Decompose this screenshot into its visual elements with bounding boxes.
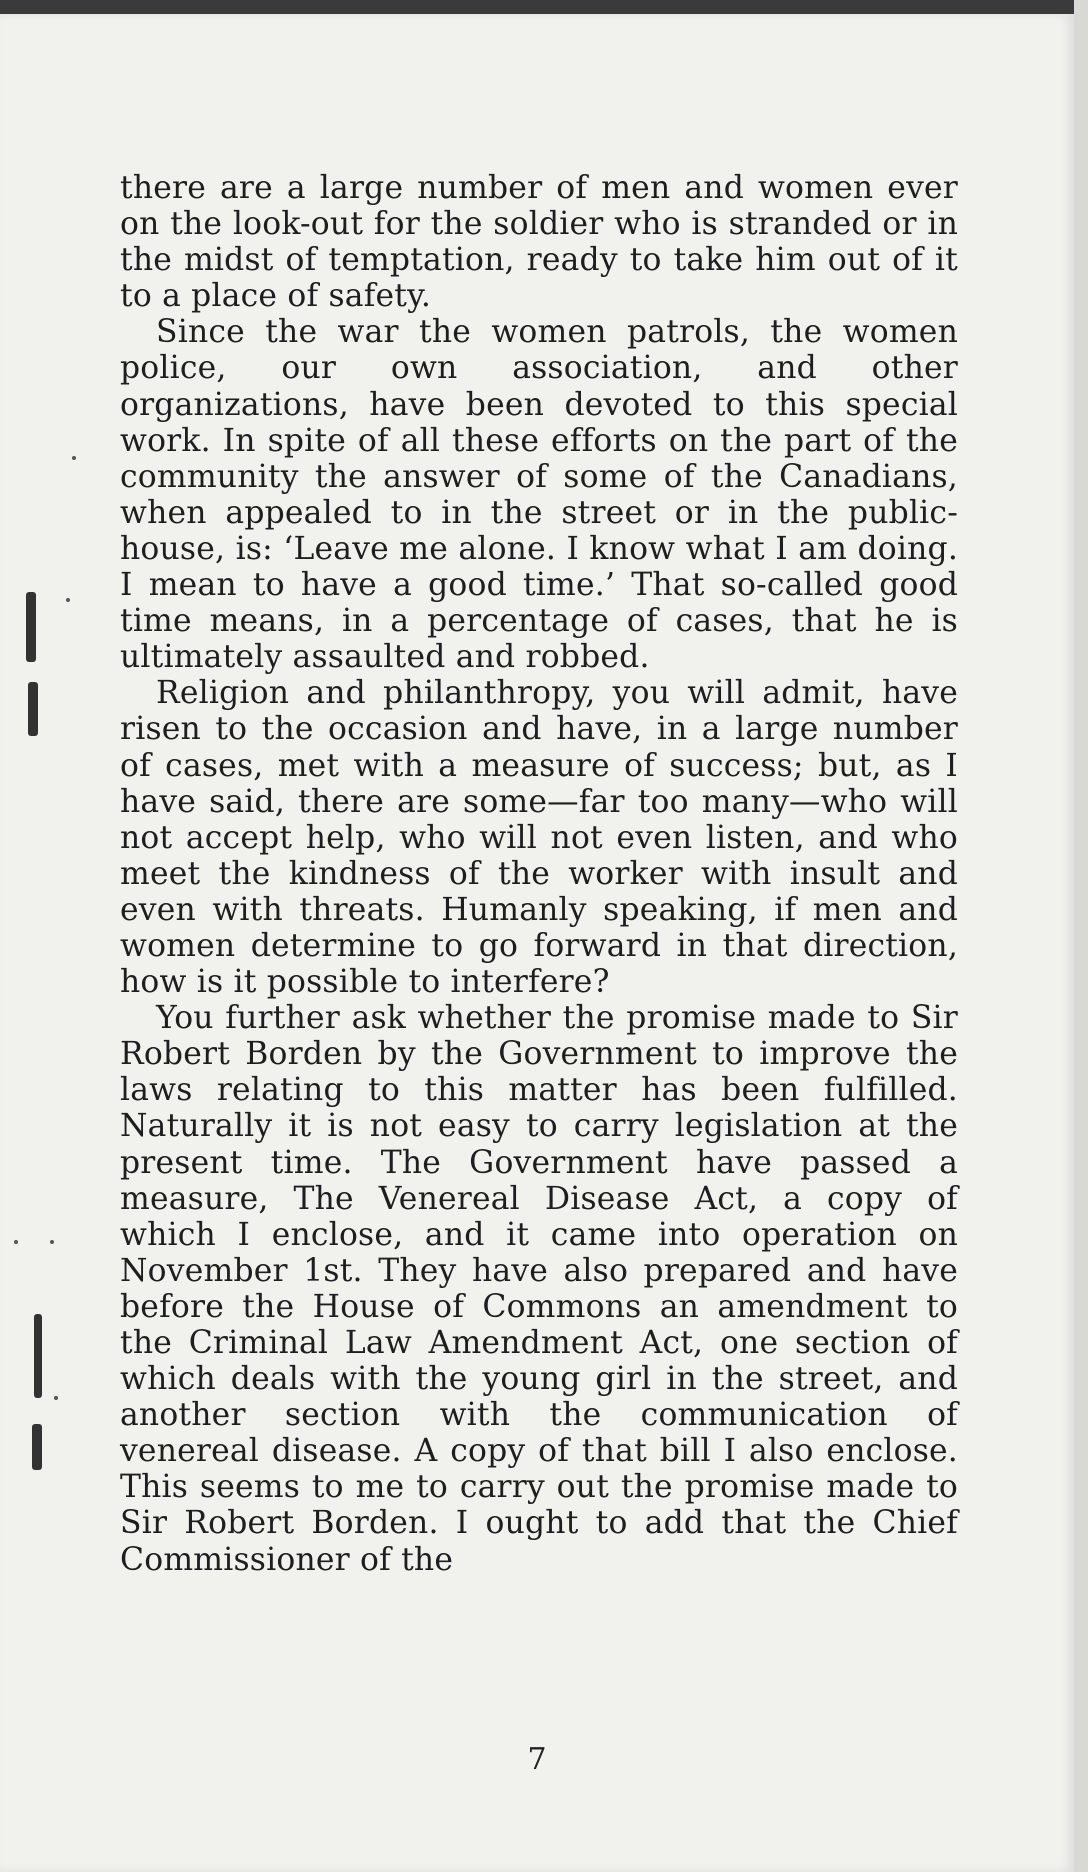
scan-speck [50, 1240, 54, 1244]
binding-mark [34, 1314, 42, 1398]
paragraph-3: Religion and philanthropy, you will admit, have risen to the occasion and have, in a large number of cases, met with a measure of success; but, as I have said, there are some—far too many—who will not accept help, who will not even listen, and who meet the kindness of the worker with insult and even with threats. Humanly speaking, if men and women determine to go forward in that direction, how is it possible to interfere? [120, 675, 958, 1001]
scan-top-edge [0, 0, 1088, 14]
body-text [120, 170, 958, 1578]
scan-speck [54, 1396, 58, 1400]
scan-speck [72, 456, 76, 460]
scan-speck [66, 598, 70, 602]
scan-right-edge [1074, 0, 1088, 1872]
binding-mark [28, 682, 38, 736]
paragraph-2: Since the war the women patrols, the women police, our own association, and other organizations, have been devoted to this special work. In spite of all these efforts on the part of the community the answer of some of the Canadians, when appealed to in the street or in the public-house, is: ‘Leave me alone. I know what I am doing. I mean to have a good time.’ That so-called good time means, in a percentage of cases, that he is ultimately assaulted and robbed. [120, 314, 958, 676]
paragraph-4: You further ask whether the promise made to Sir Robert Borden by the Government to improve the laws relating to this matter has been fulfilled. Naturally it is not easy to carry legislation at the present time. The Government have passed a measure, The Venereal Disease Act, a copy of which I enclose, and it came into operation on November 1st. They have also prepared and have before the House of Commons an amendment to the Criminal Law Amendment Act, one section of which deals with the young girl in the street, and another section with the communication of venereal disease. A copy of that bill I also enclose. This seems to me to carry out the promise made to Sir Robert Borden. I ought to add that the Chief Commissioner of the [120, 1000, 958, 1578]
scan-speck [14, 1240, 18, 1244]
page-number: 7 [527, 1742, 547, 1777]
document-page [0, 14, 1074, 1872]
binding-mark [32, 1424, 42, 1470]
binding-mark [26, 592, 36, 662]
paragraph-1: there are a large number of men and women ever on the look-out for the soldier who is stranded or in the midst of temptation, ready to take him out of it to a place of safety. [120, 170, 958, 315]
